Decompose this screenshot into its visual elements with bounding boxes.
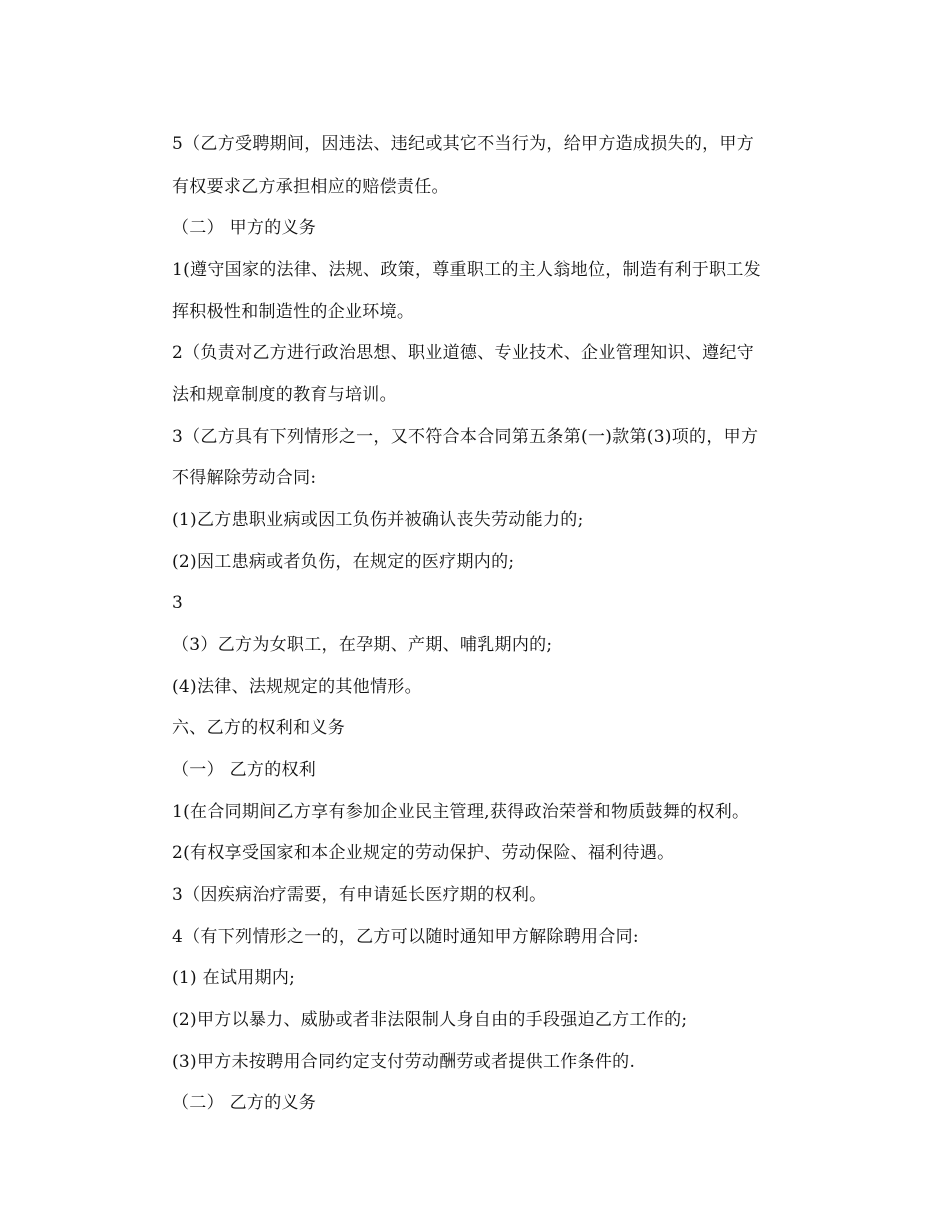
text-line: 法和规章制度的教育与培训。 bbox=[172, 385, 397, 405]
section-heading: 六、乙方的权利和义务 bbox=[172, 718, 345, 738]
text-line: 1(在合同期间乙方享有参加企业民主管理,获得政治荣誉和物质鼓舞的权利。 bbox=[172, 802, 750, 822]
text-line: 1(遵守国家的法律、法规、政策，尊重职工的主人翁地位，制造有利于职工发 bbox=[172, 260, 761, 280]
list-item: (2)因工患病或者负伤，在规定的医疗期内的; bbox=[172, 552, 515, 572]
text-line: 2(有权享受国家和本企业规定的劳动保护、劳动保险、福利待遇。 bbox=[172, 843, 675, 863]
text-line: 3（因疾病治疗需要，有申请延长医疗期的权利。 bbox=[172, 885, 547, 905]
list-item: （3）乙方为女职工，在孕期、产期、哺乳期内的; bbox=[172, 635, 553, 655]
list-item: (4)法律、法规规定的其他情形。 bbox=[172, 677, 422, 697]
list-item: (2)甲方以暴力、威胁或者非法限制人身自由的手段强迫乙方工作的; bbox=[172, 1010, 688, 1030]
list-item: (1) 在试用期内; bbox=[172, 968, 296, 988]
section-heading: （一） 乙方的权利 bbox=[172, 760, 317, 780]
text-line: 4（有下列情形之一的，乙方可以随时通知甲方解除聘用合同: bbox=[172, 927, 639, 947]
section-heading: （二） 乙方的义务 bbox=[172, 1093, 317, 1113]
list-item: (1)乙方患职业病或因工负伤并被确认丧失劳动能力的; bbox=[172, 510, 584, 530]
text-line: 不得解除劳动合同: bbox=[172, 468, 317, 488]
text-line: 2（负责对乙方进行政治思想、职业道德、专业技术、企业管理知识、遵纪守 bbox=[172, 343, 755, 363]
page-number: 3 bbox=[172, 593, 184, 613]
text-line: 有权要求乙方承担相应的赔偿责任。 bbox=[172, 177, 449, 197]
list-item: (3)甲方未按聘用合同约定支付劳动酬劳或者提供工作条件的. bbox=[172, 1052, 636, 1072]
text-line: 5（乙方受聘期间，因违法、违纪或其它不当行为，给甲方造成损失的，甲方 bbox=[172, 134, 755, 154]
section-heading: （二） 甲方的义务 bbox=[172, 218, 317, 238]
text-line: 3（乙方具有下列情形之一，又不符合本合同第五条第(一)款第(3)项的，甲方 bbox=[172, 427, 759, 447]
text-line: 挥积极性和制造性的企业环境。 bbox=[172, 302, 415, 322]
